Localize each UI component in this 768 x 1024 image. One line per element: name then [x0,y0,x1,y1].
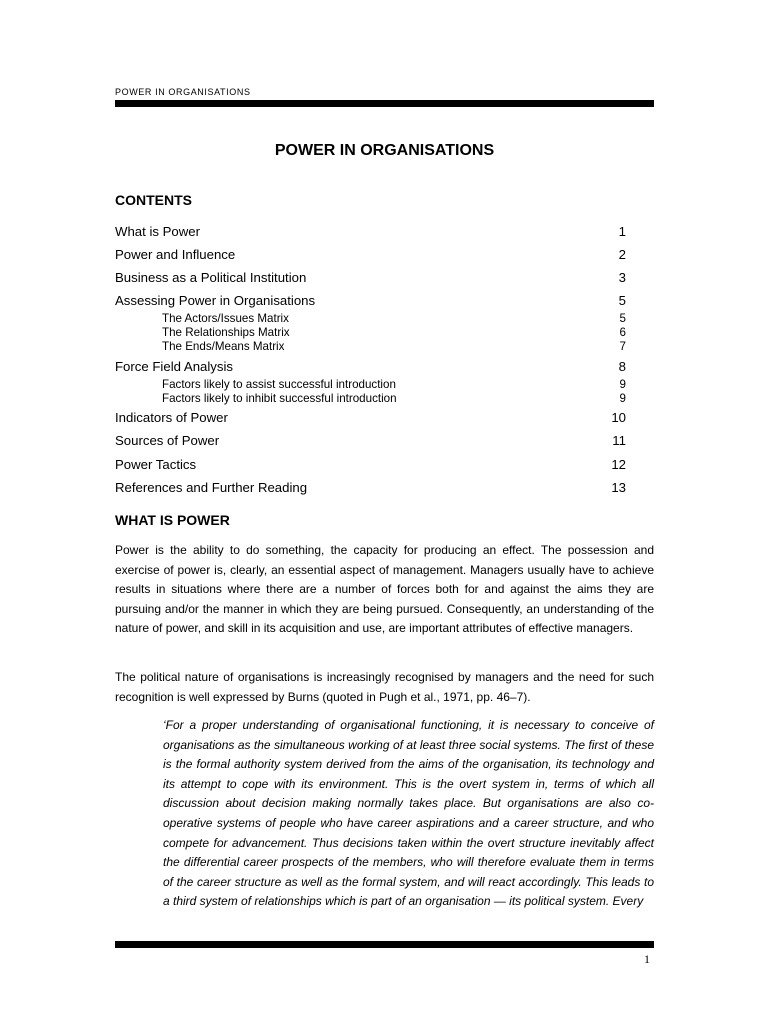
toc-entry[interactable] [115,359,654,375]
section-heading: WHAT IS POWER [115,512,230,528]
toc-entry-title: Power and Influence [115,247,236,262]
toc-subentry[interactable] [115,378,654,392]
toc-entry-page: 6 [619,326,626,339]
toc-entry-title: The Ends/Means Matrix [162,340,285,353]
body-paragraph: Power is the ability to do something, the capacity for producing an effect. The possession and exercise of power is, clearly, an essential aspect of management. Managers usually have to achieve results in situations where there are a number of forces both for and against the aims they are pursuing and/or the manner in which they are being pursued. Consequently, an understanding of the nature of power, and skill in its acquisition and use, are important attributes of effective managers. [115,543,654,635]
running-header: POWER IN ORGANISATIONS [115,87,251,97]
toc-entry-title: Indicators of Power [115,410,228,425]
toc-entry-page: 13 [611,480,626,495]
toc-entry[interactable] [115,293,654,309]
toc-entry-title: Sources of Power [115,433,220,448]
toc-entry[interactable] [115,270,654,286]
document-title: POWER IN ORGANISATIONS [274,142,495,159]
toc-entry-page: 1 [618,224,626,239]
header-rule [115,100,654,107]
toc-entry-title: Factors likely to assist successful introduction [162,378,396,391]
toc-subentry[interactable] [115,312,654,326]
toc-entry-page: 7 [619,340,626,353]
toc-entry[interactable] [115,480,654,496]
toc-entry-title: References and Further Reading [115,480,308,495]
block-quote: ‘For a proper understanding of organisational functioning, it is necessary to conceive of organisations as the simultaneous working of at least three social systems. The first of these is the formal authority system derived from the aims of the organisation, its technology and its attempt to cope with its environment. This is the overt system in, terms of which all discussion about decision making normally takes place. But organisations are also co-operative systems of people who have career aspirations and a career structure, and who compete for advancement. Thus decisions taken within the overt structure inevitably affect the differential career prospects of the members, who will therefore evaluate them in terms of the career structure as well as the formal system, and will react accordingly. This leads to a third system of relationships which is part of an organisation — its political system. Every [163,718,654,909]
toc-entry-page: 9 [619,378,626,391]
toc-entry-title: Force Field Analysis [115,359,233,374]
toc-entry-page: 3 [618,270,626,285]
toc-entry[interactable] [115,410,654,426]
toc-entry-title: What is Power [115,224,201,239]
footer-rule [115,941,654,948]
toc-subentry[interactable] [115,392,654,406]
contents-heading: CONTENTS [115,192,192,208]
toc-entry-page: 11 [612,433,626,448]
toc-entry-title: The Actors/Issues Matrix [162,312,289,325]
toc-entry[interactable] [115,457,654,473]
page-number: 1 [644,952,650,966]
toc-entry-title: The Relationships Matrix [162,326,290,339]
toc-subentry[interactable] [115,340,654,354]
toc-entry-title: Assessing Power in Organisations [115,293,316,308]
toc-entry-page: 9 [619,392,626,405]
toc-entry-page: 5 [619,312,626,325]
toc-entry-page: 12 [611,457,626,472]
toc-entry[interactable] [115,433,654,449]
toc-entry-page: 2 [618,247,626,262]
toc-entry[interactable] [115,224,654,240]
toc-entry-title: Factors likely to inhibit successful introduction [162,392,397,405]
toc-entry-page: 5 [618,293,626,308]
toc-entry-page: 8 [618,359,626,374]
toc-subentry[interactable] [115,326,654,340]
toc-entry-title: Business as a Political Institution [115,270,307,285]
toc-entry-title: Power Tactics [115,457,197,472]
toc-entry[interactable] [115,247,654,263]
body-paragraph: The political nature of organisations is increasingly recognised by managers and the need for such recognition is well expressed by Burns (quoted in Pugh et al., 1971, pp. 46–7). [115,670,654,704]
toc-entry-page: 10 [611,410,626,425]
